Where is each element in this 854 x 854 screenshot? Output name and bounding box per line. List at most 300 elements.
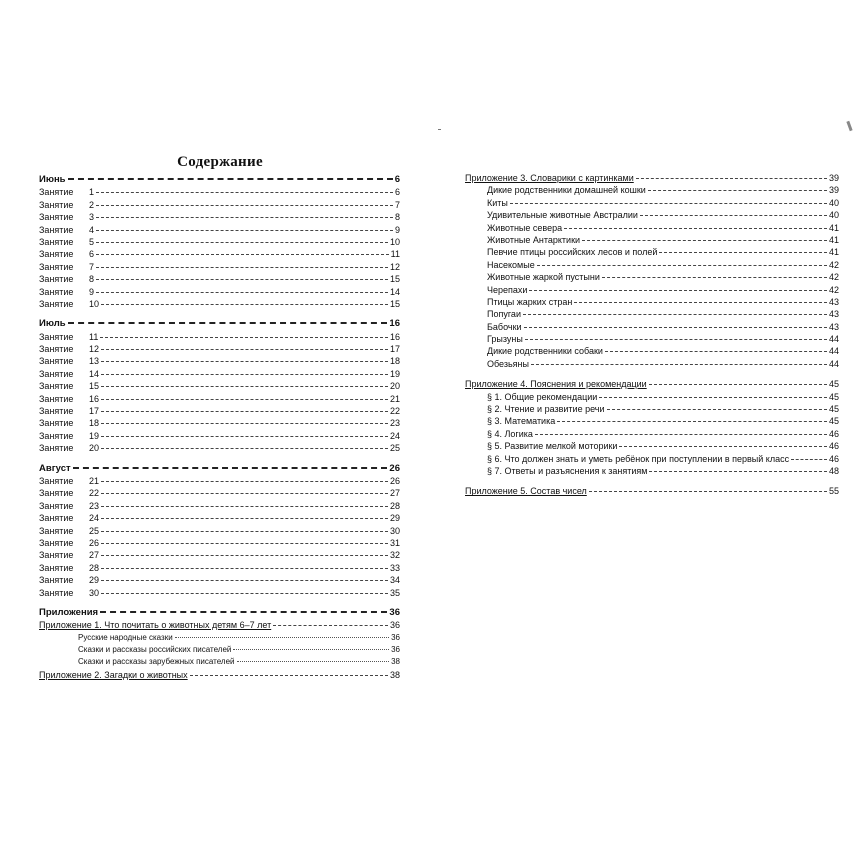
dot-leader bbox=[175, 637, 389, 638]
page-number: 55 bbox=[828, 486, 839, 497]
page-number: 29 bbox=[389, 513, 400, 524]
toc-subentry bbox=[465, 222, 839, 234]
lesson-word: Занятие bbox=[39, 286, 74, 297]
toc-entry-label bbox=[39, 430, 99, 442]
page-number: 31 bbox=[389, 537, 400, 548]
lesson-number: 23 bbox=[89, 500, 100, 511]
toc-subentry bbox=[465, 271, 839, 283]
lesson-word: Занятие bbox=[39, 475, 74, 486]
dot-leader bbox=[101, 374, 388, 375]
dot-leader bbox=[599, 397, 827, 398]
page-number: 10 bbox=[389, 236, 400, 247]
dot-leader bbox=[101, 506, 388, 507]
toc-lesson-entry bbox=[39, 236, 400, 248]
page-number: 14 bbox=[389, 286, 400, 297]
page-number: 43 bbox=[828, 321, 839, 332]
toc-entry-label bbox=[39, 211, 94, 223]
lesson-number: 7 bbox=[89, 261, 95, 272]
dot-leader bbox=[589, 491, 827, 492]
lesson-number: 16 bbox=[89, 393, 100, 404]
dot-leader bbox=[101, 448, 388, 449]
lesson-word: Занятие bbox=[39, 443, 74, 454]
toc-lesson-entry bbox=[39, 298, 400, 310]
page-number: 45 bbox=[828, 404, 839, 415]
dot-leader bbox=[101, 493, 388, 494]
toc-entry-label: Грызуны bbox=[487, 334, 523, 345]
toc-section-heading bbox=[39, 174, 400, 186]
dot-leader bbox=[640, 215, 827, 216]
lesson-number: 27 bbox=[89, 550, 100, 561]
page-number: 48 bbox=[828, 465, 839, 476]
lesson-number: 15 bbox=[89, 381, 100, 392]
page-number: 45 bbox=[828, 379, 839, 390]
lesson-number: 1 bbox=[89, 187, 95, 198]
lesson-number: 19 bbox=[89, 430, 100, 441]
toc-section-heading bbox=[39, 463, 400, 475]
lesson-word: Занятие bbox=[39, 249, 74, 260]
dot-leader bbox=[101, 555, 388, 556]
dot-leader bbox=[101, 399, 388, 400]
dot-leader bbox=[96, 205, 393, 206]
page-number: 42 bbox=[828, 272, 839, 283]
toc-subentry bbox=[465, 333, 839, 345]
toc-entry-label: Киты bbox=[487, 197, 508, 208]
page-number: 8 bbox=[394, 212, 400, 223]
dot-leader bbox=[649, 471, 827, 472]
toc-entry-label: Приложение 1. Что почитать о животных детям 6–7 лет bbox=[39, 620, 272, 631]
toc-lesson-entry bbox=[39, 343, 400, 355]
toc-entry-label: Август bbox=[39, 462, 71, 474]
lesson-number: 29 bbox=[89, 575, 100, 586]
toc-entry-label bbox=[39, 500, 99, 512]
page-number: 40 bbox=[828, 210, 839, 221]
toc-lesson-entry bbox=[39, 442, 400, 454]
toc-entry-label: Удивительные животные Австралии bbox=[487, 210, 638, 221]
toc-appendix-entry bbox=[39, 619, 400, 631]
page-number: 22 bbox=[389, 406, 400, 417]
page-number: 40 bbox=[828, 197, 839, 208]
page-number: 7 bbox=[394, 199, 400, 210]
print-mark bbox=[438, 129, 441, 130]
dot-leader bbox=[101, 361, 388, 362]
toc-lesson-entry bbox=[39, 525, 400, 537]
page-number: 27 bbox=[389, 488, 400, 499]
page-number: 24 bbox=[389, 430, 400, 441]
lesson-word: Занятие bbox=[39, 525, 74, 536]
lesson-word: Занятие bbox=[39, 562, 74, 573]
dot-leader bbox=[101, 349, 388, 350]
page-number: 25 bbox=[389, 443, 400, 454]
right-page bbox=[427, 0, 854, 854]
toc-lesson-entry bbox=[39, 417, 400, 429]
page-number: 32 bbox=[389, 550, 400, 561]
page-number: 36 bbox=[389, 606, 400, 618]
page-number: 12 bbox=[389, 261, 400, 272]
toc-lesson-entry bbox=[39, 380, 400, 392]
lesson-number: 17 bbox=[89, 406, 100, 417]
toc-lesson-entry bbox=[39, 500, 400, 512]
toc-lesson-entry bbox=[39, 211, 400, 223]
dot-leader bbox=[636, 178, 827, 179]
toc-entry-label bbox=[39, 549, 99, 561]
page-number: 39 bbox=[828, 185, 839, 196]
toc-entry-label: Певчие птицы российских лесов и полей bbox=[487, 247, 658, 258]
page-number: 21 bbox=[389, 393, 400, 404]
page-number: 9 bbox=[394, 224, 400, 235]
toc-right-column bbox=[465, 172, 839, 498]
lesson-word: Занятие bbox=[39, 587, 74, 598]
toc-section-heading bbox=[39, 318, 400, 330]
dot-leader bbox=[233, 649, 389, 650]
lesson-number: 20 bbox=[89, 443, 100, 454]
dot-leader bbox=[602, 277, 827, 278]
page-number: 19 bbox=[389, 368, 400, 379]
toc-entry-label: Русские народные сказки bbox=[78, 632, 173, 642]
toc-entry-label: Июль bbox=[39, 318, 66, 330]
dot-leader bbox=[273, 625, 388, 626]
toc-lesson-entry bbox=[39, 574, 400, 586]
toc-lesson-entry bbox=[39, 273, 400, 285]
toc-subentry bbox=[465, 197, 839, 209]
toc-lesson-entry bbox=[39, 261, 400, 273]
page-number: 26 bbox=[389, 475, 400, 486]
dot-leader bbox=[96, 279, 388, 280]
toc-subentry bbox=[465, 296, 839, 308]
toc-subentry bbox=[465, 184, 839, 196]
dot-leader bbox=[101, 304, 388, 305]
page-number: 20 bbox=[389, 381, 400, 392]
toc-entry-label: Попугаи bbox=[487, 309, 521, 320]
dot-leader bbox=[73, 467, 388, 469]
lesson-number: 30 bbox=[89, 587, 100, 598]
toc-lesson-entry bbox=[39, 355, 400, 367]
page-number: 33 bbox=[389, 562, 400, 573]
dot-leader bbox=[101, 411, 388, 412]
toc-entry-label: Черепахи bbox=[487, 284, 528, 295]
toc-entry-label: § 4. Логика bbox=[487, 428, 533, 439]
toc-entry-label: Июнь bbox=[39, 174, 66, 185]
dot-leader bbox=[101, 531, 388, 532]
page-number: 17 bbox=[389, 344, 400, 355]
toc-lesson-entry bbox=[39, 549, 400, 561]
page-number: 35 bbox=[389, 587, 400, 598]
lesson-word: Занятие bbox=[39, 430, 74, 441]
dot-leader bbox=[574, 302, 827, 303]
toc-lesson-entry bbox=[39, 405, 400, 417]
toc-subentry bbox=[465, 209, 839, 221]
lesson-word: Занятие bbox=[39, 224, 74, 235]
toc-entry-label bbox=[39, 298, 99, 310]
toc-entry-label bbox=[39, 224, 94, 236]
toc-entry-label: Приложение 3. Словарики с картинками bbox=[465, 173, 634, 183]
lesson-number: 10 bbox=[89, 298, 100, 309]
lesson-word: Занятие bbox=[39, 381, 74, 392]
toc-entry-label bbox=[39, 537, 99, 549]
toc-entry-label bbox=[39, 199, 94, 211]
toc-left-column bbox=[39, 174, 400, 681]
toc-entry-label bbox=[39, 343, 99, 355]
dot-leader bbox=[96, 254, 389, 255]
lesson-word: Занятие bbox=[39, 274, 74, 285]
dot-leader bbox=[535, 434, 827, 435]
dot-leader bbox=[523, 314, 827, 315]
toc-entry-label: § 5. Развитие мелкой моторики bbox=[487, 441, 618, 452]
dot-leader bbox=[101, 543, 388, 544]
toc-entry-label bbox=[39, 248, 94, 260]
page-number: 39 bbox=[828, 173, 839, 183]
toc-entry-label bbox=[39, 393, 99, 405]
toc-subentry bbox=[465, 246, 839, 258]
toc-subentry bbox=[39, 644, 400, 656]
toc-subentry bbox=[465, 391, 839, 403]
toc-entry-label: Приложение 2. Загадки о животных bbox=[39, 669, 188, 680]
toc-subentry bbox=[39, 632, 400, 644]
toc-entry-label bbox=[39, 417, 99, 429]
toc-subentry bbox=[465, 403, 839, 415]
lesson-word: Занятие bbox=[39, 344, 74, 355]
toc-entry-label bbox=[39, 525, 99, 537]
toc-lesson-entry bbox=[39, 224, 400, 236]
page-number: 41 bbox=[828, 247, 839, 258]
page-number: 45 bbox=[828, 416, 839, 427]
toc-entry-label bbox=[39, 286, 94, 298]
lesson-number: 5 bbox=[89, 236, 95, 247]
dot-leader bbox=[525, 339, 827, 340]
lesson-word: Занятие bbox=[39, 488, 74, 499]
lesson-number: 18 bbox=[89, 418, 100, 429]
dot-leader bbox=[531, 364, 827, 365]
toc-entry-label bbox=[39, 487, 99, 499]
lesson-number: 21 bbox=[89, 475, 100, 486]
toc-lesson-entry bbox=[39, 487, 400, 499]
page-number: 23 bbox=[389, 418, 400, 429]
lesson-word: Занятие bbox=[39, 418, 74, 429]
dot-leader bbox=[791, 459, 827, 460]
page-number: 43 bbox=[828, 309, 839, 320]
dot-leader bbox=[529, 290, 827, 291]
dot-leader bbox=[524, 327, 827, 328]
toc-lesson-entry bbox=[39, 475, 400, 487]
page-number: 46 bbox=[828, 428, 839, 439]
toc-lesson-entry bbox=[39, 248, 400, 260]
toc-lesson-entry bbox=[39, 199, 400, 211]
toc-entry-label bbox=[39, 475, 99, 487]
dot-leader bbox=[649, 384, 827, 385]
dot-leader bbox=[68, 322, 388, 324]
toc-entry-label: Дикие родственники домашней кошки bbox=[487, 185, 646, 196]
dot-leader bbox=[101, 423, 388, 424]
dot-leader bbox=[96, 242, 388, 243]
dot-leader bbox=[96, 267, 388, 268]
dot-leader bbox=[100, 337, 388, 338]
lesson-word: Занятие bbox=[39, 393, 74, 404]
toc-entry-label bbox=[39, 405, 99, 417]
lesson-word: Занятие bbox=[39, 298, 74, 309]
dot-leader bbox=[96, 217, 393, 218]
lesson-number: 9 bbox=[89, 286, 95, 297]
page-number: 44 bbox=[828, 334, 839, 345]
dot-leader bbox=[100, 611, 387, 613]
lesson-number: 24 bbox=[89, 513, 100, 524]
toc-subentry bbox=[465, 428, 839, 440]
toc-entry-label: Обезьяны bbox=[487, 358, 529, 369]
page-number: 42 bbox=[828, 284, 839, 295]
toc-subentry bbox=[465, 345, 839, 357]
lesson-word: Занятие bbox=[39, 331, 74, 342]
lesson-number: 8 bbox=[89, 274, 95, 285]
dot-leader bbox=[605, 351, 827, 352]
dot-leader bbox=[564, 228, 827, 229]
toc-entry-label bbox=[39, 331, 98, 343]
dot-leader bbox=[101, 593, 388, 594]
page-title: Содержание bbox=[177, 154, 263, 170]
toc-appendix-entry bbox=[465, 378, 839, 390]
lesson-word: Занятие bbox=[39, 368, 74, 379]
toc-entry-label bbox=[39, 380, 99, 392]
page-number: 45 bbox=[828, 391, 839, 402]
lesson-word: Занятие bbox=[39, 513, 74, 524]
page-number: 38 bbox=[391, 657, 400, 667]
page-number: 44 bbox=[828, 358, 839, 369]
toc-section-heading bbox=[39, 607, 400, 619]
toc-lesson-entry bbox=[39, 393, 400, 405]
dot-leader bbox=[101, 518, 388, 519]
page-number: 43 bbox=[828, 296, 839, 307]
toc-subentry bbox=[465, 259, 839, 271]
toc-entry-label bbox=[39, 512, 99, 524]
toc-subentry bbox=[465, 415, 839, 427]
lesson-number: 28 bbox=[89, 562, 100, 573]
lesson-number: 11 bbox=[89, 331, 99, 342]
lesson-number: 4 bbox=[89, 224, 95, 235]
toc-appendix-entry bbox=[465, 485, 839, 497]
toc-subentry bbox=[465, 440, 839, 452]
dot-leader bbox=[607, 409, 827, 410]
page-number: 28 bbox=[389, 500, 400, 511]
dot-leader bbox=[582, 240, 827, 241]
dot-leader bbox=[101, 386, 388, 387]
page-number: 46 bbox=[828, 453, 839, 464]
toc-subentry bbox=[465, 465, 839, 477]
dot-leader bbox=[510, 203, 827, 204]
toc-entry-label: § 2. Чтение и развитие речи bbox=[487, 404, 605, 415]
lesson-number: 25 bbox=[89, 525, 100, 536]
page-number: 26 bbox=[389, 462, 400, 474]
toc-subentry bbox=[465, 321, 839, 333]
lesson-word: Занятие bbox=[39, 261, 74, 272]
page-number: 36 bbox=[389, 620, 400, 631]
page-number: 36 bbox=[391, 632, 400, 642]
lesson-number: 22 bbox=[89, 488, 100, 499]
lesson-word: Занятие bbox=[39, 236, 74, 247]
dot-leader bbox=[557, 421, 827, 422]
dot-leader bbox=[619, 446, 827, 447]
toc-subentry bbox=[39, 656, 400, 668]
page-number: 18 bbox=[389, 356, 400, 367]
toc-lesson-entry bbox=[39, 537, 400, 549]
lesson-number: 2 bbox=[89, 199, 95, 210]
toc-lesson-entry bbox=[39, 331, 400, 343]
lesson-word: Занятие bbox=[39, 537, 74, 548]
page-number: 41 bbox=[828, 234, 839, 245]
lesson-word: Занятие bbox=[39, 500, 74, 511]
page-number: 46 bbox=[828, 441, 839, 452]
toc-lesson-entry bbox=[39, 286, 400, 298]
toc-entry-label: Животные севера bbox=[487, 222, 563, 233]
page-number: 16 bbox=[389, 331, 400, 342]
page-number: 16 bbox=[389, 318, 400, 330]
toc-subentry bbox=[465, 308, 839, 320]
dot-leader bbox=[96, 292, 388, 293]
page-number: 42 bbox=[828, 259, 839, 270]
toc-entry-label: Сказки и рассказы зарубежных писателей bbox=[78, 657, 235, 667]
toc-entry-label: Бабочки bbox=[487, 321, 522, 332]
toc-subentry bbox=[465, 284, 839, 296]
toc-entry-label bbox=[39, 574, 99, 586]
page-number: 11 bbox=[390, 249, 400, 260]
dot-leader bbox=[537, 265, 827, 266]
dot-leader bbox=[101, 436, 388, 437]
toc-entry-label bbox=[39, 186, 94, 198]
toc-entry-label bbox=[39, 355, 99, 367]
toc-entry-label bbox=[39, 236, 94, 248]
dot-leader bbox=[659, 252, 827, 253]
dot-leader bbox=[96, 230, 393, 231]
lesson-word: Занятие bbox=[39, 550, 74, 561]
toc-lesson-entry bbox=[39, 562, 400, 574]
toc-entry-label: § 6. Что должен знать и уметь ребёнок при поступлении в первый класс bbox=[487, 453, 790, 464]
dot-leader bbox=[68, 178, 393, 180]
toc-entry-label: Приложение 5. Состав чисел bbox=[465, 486, 587, 497]
toc-entry-label: Приложение 4. Пояснения и рекомендации bbox=[465, 379, 647, 390]
page-number: 15 bbox=[389, 274, 400, 285]
toc-entry-label: § 7. Ответы и разъяснения к занятиям bbox=[487, 465, 648, 476]
page-number: 36 bbox=[391, 645, 400, 655]
lesson-word: Занятие bbox=[39, 199, 74, 210]
toc-entry-label: § 1. Общие рекомендации bbox=[487, 391, 598, 402]
toc-lesson-entry bbox=[39, 186, 400, 198]
lesson-word: Занятие bbox=[39, 356, 74, 367]
dot-leader bbox=[237, 661, 390, 662]
lesson-word: Занятие bbox=[39, 187, 74, 198]
toc-entry-label: Животные Антарктики bbox=[487, 234, 581, 245]
toc-entry-label bbox=[39, 368, 99, 380]
toc-appendix-entry bbox=[465, 172, 839, 184]
toc-entry-label: Птицы жарких стран bbox=[487, 296, 573, 307]
toc-subentry bbox=[465, 453, 839, 465]
toc-entry-label: Приложения bbox=[39, 606, 99, 618]
toc-entry-label bbox=[39, 562, 99, 574]
page-number: 44 bbox=[828, 346, 839, 357]
dot-leader bbox=[648, 190, 827, 191]
toc-lesson-entry bbox=[39, 587, 400, 599]
toc-entry-label bbox=[39, 587, 99, 599]
toc-entry-label: Животные жаркой пустыни bbox=[487, 272, 600, 283]
toc-entry-label: § 3. Математика bbox=[487, 416, 556, 427]
dot-leader bbox=[101, 580, 388, 581]
toc-lesson-entry bbox=[39, 368, 400, 380]
toc-lesson-entry bbox=[39, 512, 400, 524]
toc-subentry bbox=[465, 234, 839, 246]
lesson-word: Занятие bbox=[39, 212, 74, 223]
toc-entry-label bbox=[39, 273, 94, 285]
page-number: 34 bbox=[389, 575, 400, 586]
dot-leader bbox=[190, 675, 388, 676]
dot-leader bbox=[101, 481, 388, 482]
toc-entry-label bbox=[39, 261, 94, 273]
lesson-number: 12 bbox=[89, 344, 100, 355]
toc-entry-label bbox=[39, 442, 99, 454]
